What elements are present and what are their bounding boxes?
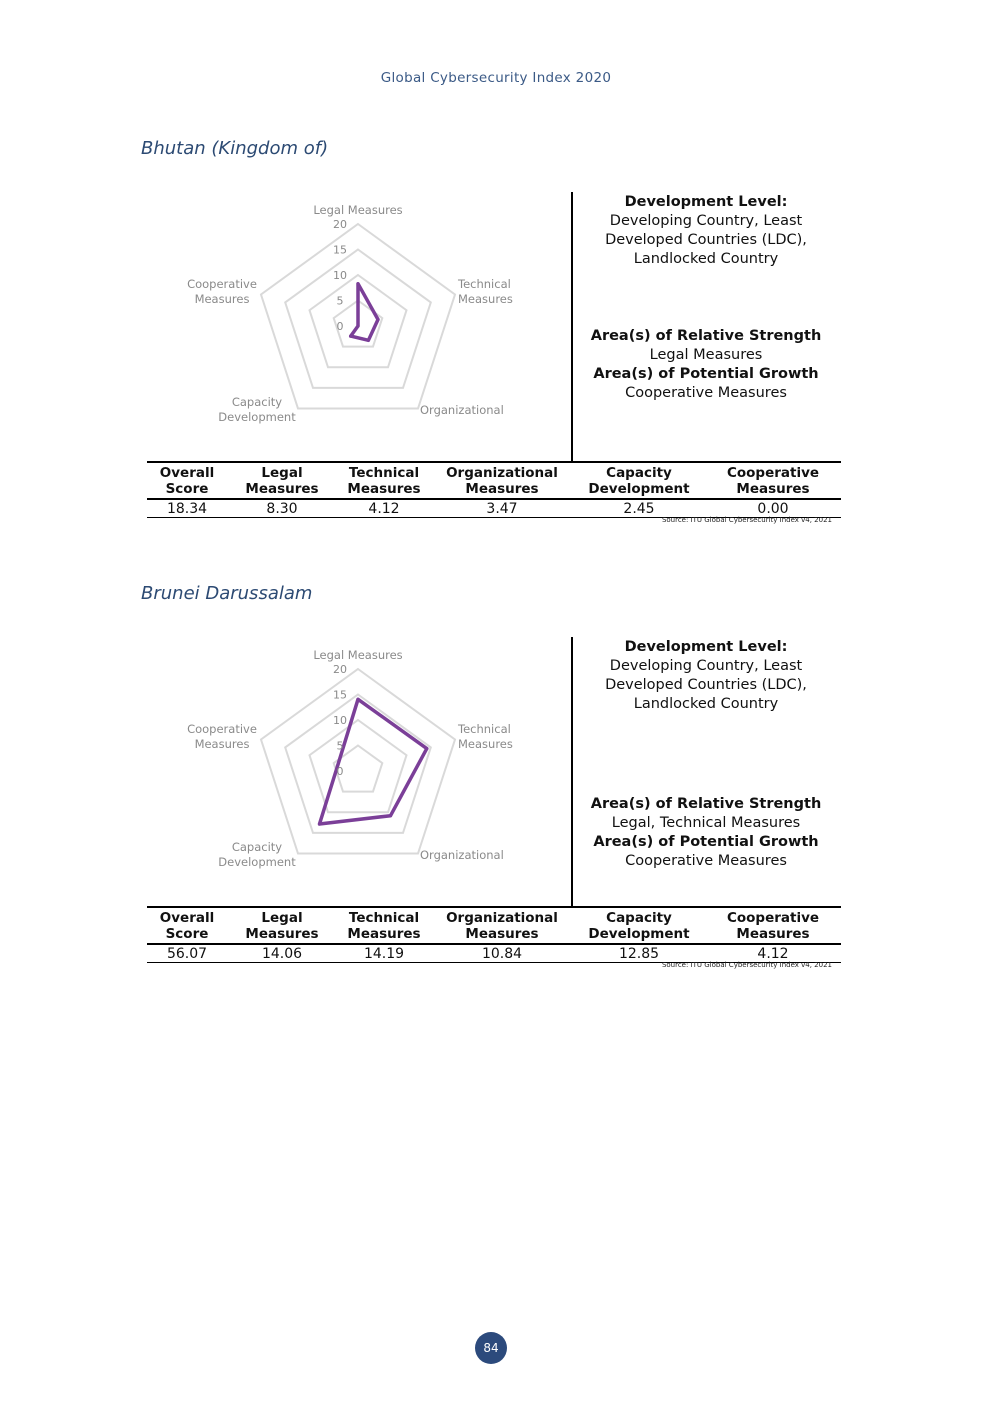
source-note: Source: ITU Global Cybersecurity Index v4, 2021 bbox=[661, 516, 832, 524]
radar-data-point bbox=[349, 335, 352, 338]
radar-data-point bbox=[376, 318, 379, 321]
radar-tick-label: 0 bbox=[336, 320, 344, 333]
info-panel-brunei bbox=[590, 638, 822, 871]
radar-tick-label: 10 bbox=[333, 714, 347, 727]
radar-data-point bbox=[356, 698, 359, 701]
country-title-brunei: Brunei Darussalam bbox=[141, 583, 313, 604]
radar-data-point bbox=[425, 747, 428, 750]
radar-tick-label: 5 bbox=[336, 739, 344, 753]
development-level-label: Development Level: bbox=[624, 639, 788, 655]
strength-label: Area(s) of Relative Strength bbox=[590, 796, 822, 812]
header-cooperative: Cooperative Measures bbox=[705, 907, 841, 944]
header-capacity: Capacity Development bbox=[573, 462, 705, 499]
page-number: 84 bbox=[475, 1332, 507, 1364]
value-capacity: 2.45 bbox=[573, 499, 705, 518]
header-legal: Legal Measures bbox=[227, 907, 337, 944]
section-divider bbox=[571, 637, 573, 907]
growth-label: Area(s) of Potential Growth bbox=[593, 366, 819, 382]
value-organizational: 10.84 bbox=[431, 944, 573, 963]
radar-data-point bbox=[389, 814, 392, 817]
info-panel-bhutan bbox=[590, 193, 822, 403]
radar-axis-label: Technical Measures bbox=[458, 722, 513, 751]
radar-axis-label: Organizational bbox=[420, 403, 504, 417]
page-header: Global Cybersecurity Index 2020 bbox=[380, 70, 612, 86]
header-capacity: Capacity Development bbox=[573, 907, 705, 944]
radar-tick-label: 15 bbox=[333, 688, 347, 702]
radar-axis-label: Legal Measures bbox=[313, 203, 403, 217]
score-table-brunei bbox=[147, 906, 841, 963]
header-legal: Legal Measures bbox=[227, 462, 337, 499]
value-overall: 18.34 bbox=[147, 499, 227, 518]
radar-chart-bhutan bbox=[160, 192, 570, 454]
header-cooperative: Cooperative Measures bbox=[705, 462, 841, 499]
radar-tick-label: 5 bbox=[336, 294, 344, 308]
development-level-label: Development Level: bbox=[624, 194, 788, 210]
value-technical: 4.12 bbox=[337, 499, 431, 518]
value-overall: 56.07 bbox=[147, 944, 227, 963]
source-note: Source: ITU Global Cybersecurity Index v4, 2021 bbox=[661, 961, 832, 969]
strength-label: Area(s) of Relative Strength bbox=[590, 328, 822, 344]
radar-data-point bbox=[367, 339, 370, 342]
table-row bbox=[147, 499, 841, 518]
header-technical: Technical Measures bbox=[337, 907, 431, 944]
radar-chart-brunei bbox=[160, 637, 570, 899]
growth-value: Cooperative Measures bbox=[625, 853, 787, 869]
development-level-line: Developed Countries (LDC), bbox=[605, 677, 807, 693]
radar-gridline bbox=[310, 720, 407, 812]
development-level-line: Landlocked Country bbox=[633, 696, 779, 712]
radar-axis-label: Legal Measures bbox=[313, 648, 403, 662]
section-divider bbox=[571, 192, 573, 462]
header-organizational: Organizational Measures bbox=[431, 907, 573, 944]
table-row bbox=[147, 944, 841, 963]
growth-value: Cooperative Measures bbox=[625, 385, 787, 401]
score-table-bhutan bbox=[147, 461, 841, 518]
radar-axis-label: Organizational bbox=[420, 848, 504, 862]
value-capacity: 12.85 bbox=[573, 944, 705, 963]
radar-tick-label: 20 bbox=[333, 218, 347, 231]
radar-tick-label: 0 bbox=[336, 765, 344, 778]
radar-axis-label: Cooperative Measures bbox=[187, 277, 257, 306]
strength-value: Legal Measures bbox=[649, 347, 763, 363]
growth-label: Area(s) of Potential Growth bbox=[593, 834, 819, 850]
radar-axis-label: Capacity Development bbox=[218, 395, 296, 424]
radar-tick-label: 15 bbox=[333, 243, 347, 257]
radar-tick-label: 10 bbox=[333, 269, 347, 282]
header-organizational: Organizational Measures bbox=[431, 462, 573, 499]
development-level-line: Developing Country, Least bbox=[609, 213, 803, 229]
header-overall: Overall Score bbox=[147, 462, 227, 499]
value-cooperative: 0.00 bbox=[705, 499, 841, 518]
value-legal: 8.30 bbox=[227, 499, 337, 518]
value-cooperative: 4.12 bbox=[705, 944, 841, 963]
development-level-line: Developing Country, Least bbox=[609, 658, 803, 674]
radar-axis-label: Technical Measures bbox=[458, 277, 513, 306]
radar-tick-label: 20 bbox=[333, 663, 347, 676]
development-level-line: Landlocked Country bbox=[633, 251, 779, 267]
value-technical: 14.19 bbox=[337, 944, 431, 963]
radar-data-point bbox=[356, 282, 359, 285]
country-title-bhutan: Bhutan (Kingdom of) bbox=[141, 138, 329, 159]
radar-axis-label: Cooperative Measures bbox=[187, 722, 257, 751]
header-technical: Technical Measures bbox=[337, 462, 431, 499]
development-level-line: Developed Countries (LDC), bbox=[605, 232, 807, 248]
strength-value: Legal, Technical Measures bbox=[611, 815, 801, 831]
radar-axis-label: Capacity Development bbox=[218, 840, 296, 869]
radar-data-point bbox=[356, 324, 359, 327]
radar-data-point bbox=[318, 822, 321, 825]
radar-series-line bbox=[351, 284, 378, 341]
value-legal: 14.06 bbox=[227, 944, 337, 963]
value-organizational: 3.47 bbox=[431, 499, 573, 518]
header-overall: Overall Score bbox=[147, 907, 227, 944]
